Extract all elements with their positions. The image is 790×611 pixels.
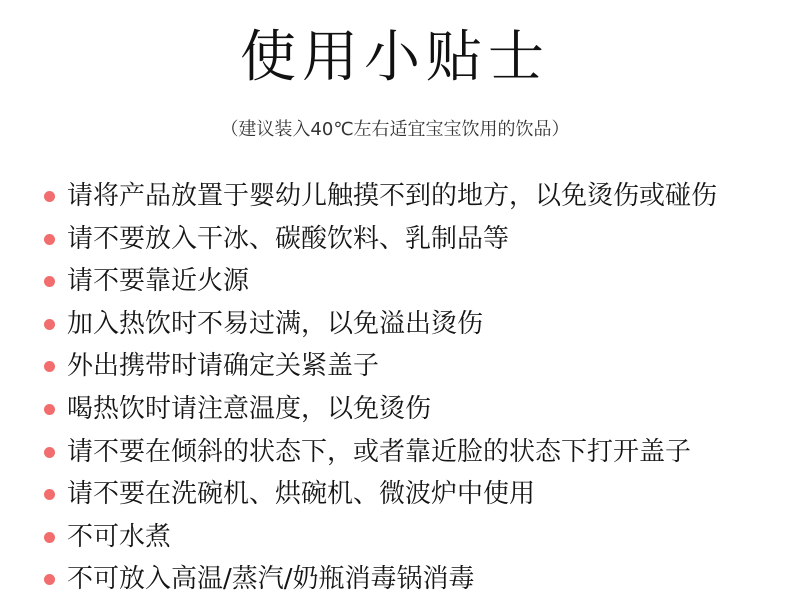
tip-item: [40, 304, 780, 347]
page-subtitle: （建议装入40℃左右适宜宝宝饮用的饮品）: [220, 119, 570, 140]
page-title: 使用小贴士: [240, 25, 550, 90]
tip-text: 请不要在倾斜的状态下，或者靠近脸的状态下打开盖子: [67, 436, 692, 467]
tip-text: 外出携带时请确定关紧盖子: [67, 351, 380, 382]
bullet-dot-icon: [44, 404, 55, 415]
tip-item: [40, 346, 780, 389]
tip-item: [40, 559, 780, 602]
bullet-dot-icon: [44, 574, 55, 585]
tip-text: 喝热饮时请注意温度，以免烫伤: [67, 393, 432, 424]
tip-text: 请将产品放置于婴幼儿触摸不到的地方，以免烫伤或碰伤: [67, 181, 718, 211]
tip-item: [40, 219, 780, 262]
bullet-dot-icon: [44, 276, 55, 287]
tip-item: [40, 432, 780, 475]
tip-item: [40, 389, 780, 432]
bullet-dot-icon: [44, 361, 55, 372]
bullet-dot-icon: [44, 191, 55, 202]
tip-text: 不可放入高温/蒸汽/奶瓶消毒锅消毒: [67, 564, 475, 595]
tips-list: [40, 176, 780, 602]
tip-item: [40, 517, 780, 560]
tip-text: 不可水煮: [67, 521, 172, 552]
tip-text: 加入热饮时不易过满，以免溢出烫伤: [67, 308, 484, 339]
tip-text: 请不要在洗碗机、烘碗机、微波炉中使用: [67, 479, 536, 510]
bullet-dot-icon: [44, 489, 55, 500]
bullet-dot-icon: [44, 532, 55, 543]
tip-text: 请不要靠近火源: [67, 266, 250, 297]
bullet-dot-icon: [44, 234, 55, 245]
bullet-dot-icon: [44, 319, 55, 330]
tip-text: 请不要放入干冰、碳酸饮料、乳制品等: [67, 223, 510, 254]
tip-item: [40, 474, 780, 517]
tip-item: [40, 261, 780, 304]
tip-item: [40, 176, 780, 219]
bullet-dot-icon: [44, 447, 55, 458]
